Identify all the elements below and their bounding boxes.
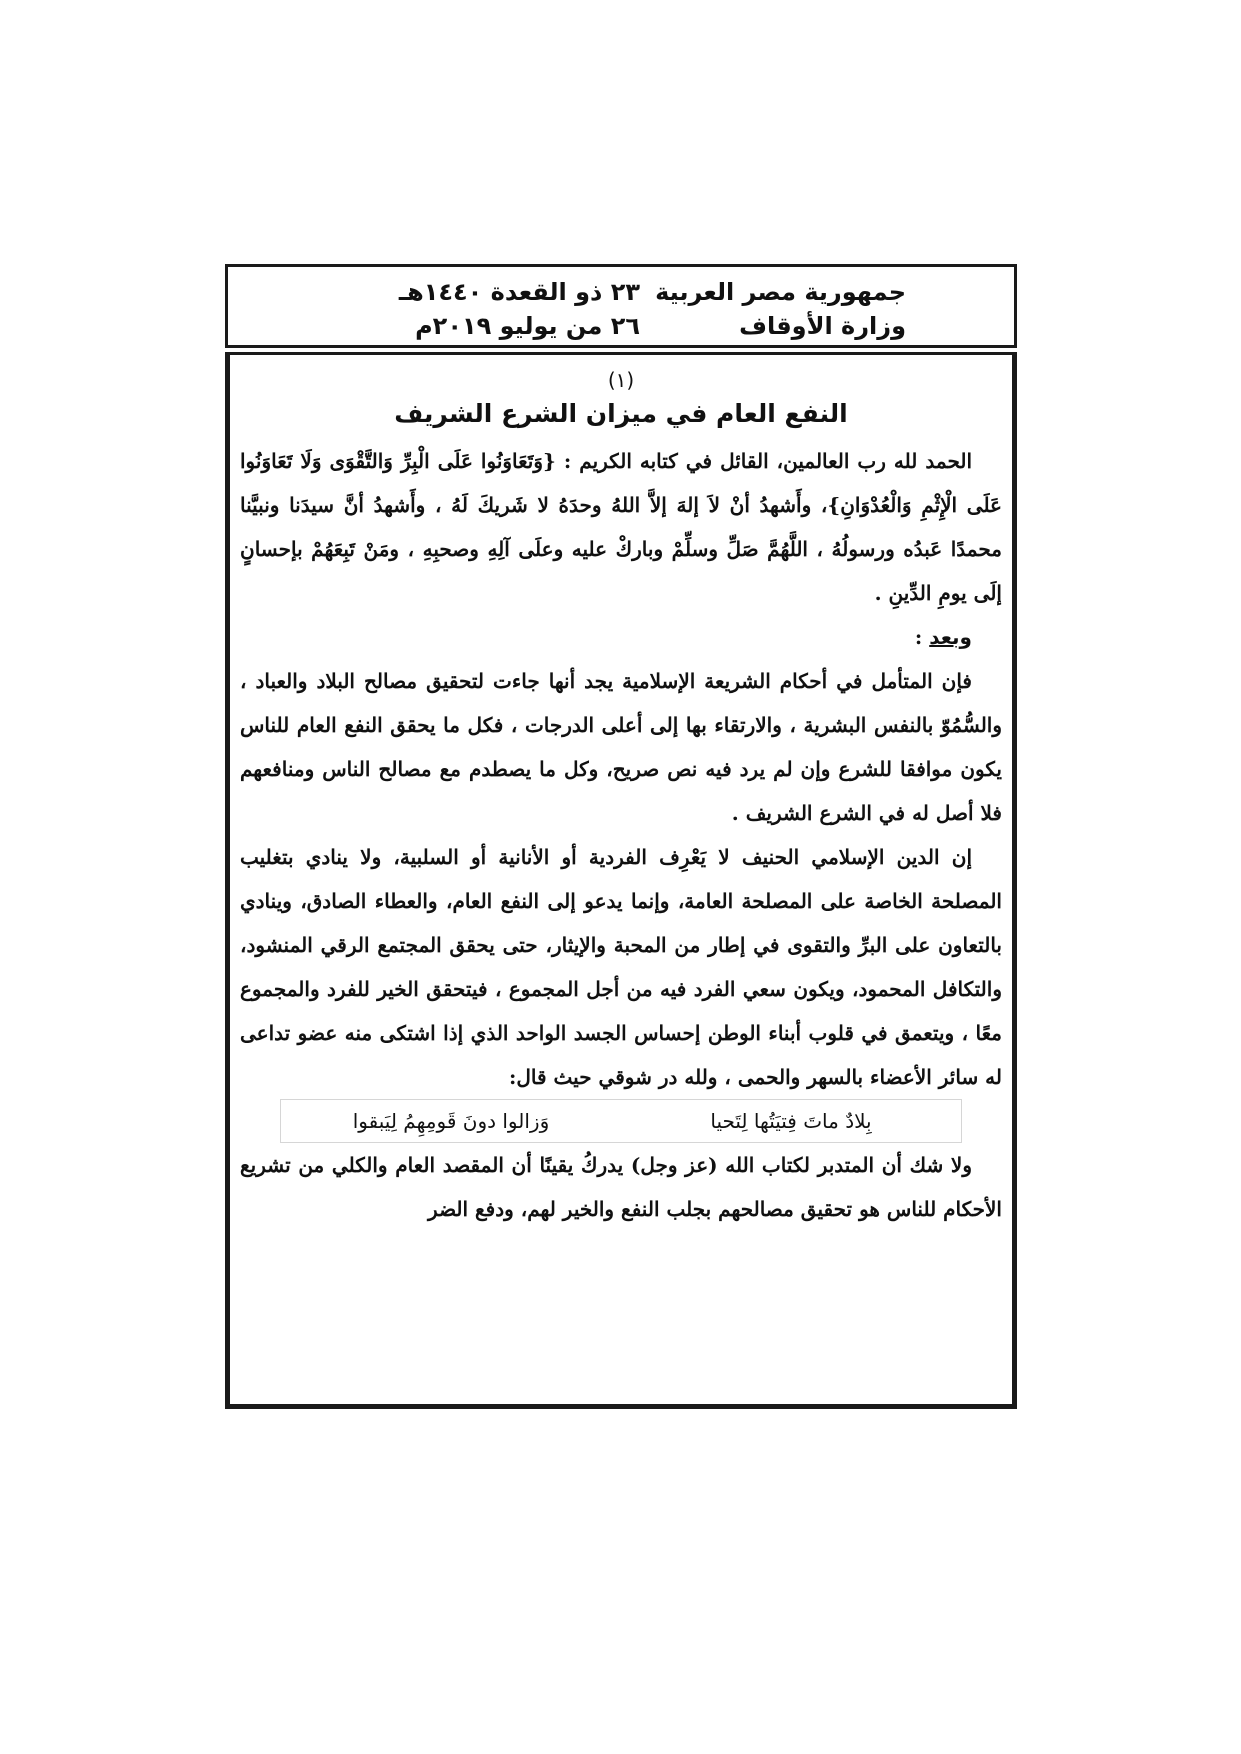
- ministry-name: وزارة الأوقاف: [739, 312, 906, 340]
- gregorian-date: ٢٦ من يوليو ٢٠١٩م: [415, 312, 640, 340]
- paragraph-quran-reflection: ولا شك أن المتدبر لكتاب الله (عز وجل) يدركُ يقينًا أن المقصد العام والكلي من تشريع الأحكام للناس هو تحقيق مصالحهم بجلب النفع والخير لهم، ودفع الضر: [240, 1153, 1002, 1221]
- hijri-date: ٢٣ ذو القعدة ١٤٤٠هـ: [398, 278, 640, 306]
- opening-paragraph: الحمد لله رب العالمين، القائل في كتابه الكريم : {وَتَعَاوَنُوا عَلَى الْبِرِّ وَالتَّقْوَى وَلَا تَعَاوَنُوا عَلَى الْإِثْمِ وَالْعُدْوَانِ}، وأَشهدُ أنْ لاَ إلهَ إلاَّ اللهُ وحدَهُ لا شَريكَ لَهُ ، وأَشهدُ أنَّ سيدَنا ونبيَّنا محمدًا عَبدُه ورسولُهُ ، اللَّهُمَّ صَلِّ وسلِّمْ وباركْ عليه وعلَى آلِهِ وصحبِهِ ، ومَنْ تَبِعَهُمْ بإحسانٍ إلَى يومِ الدِّينِ .: [240, 449, 1002, 605]
- verse-second-half: وَزالوا دونَ قَومِهِمُ لِيَبقوا: [352, 1109, 550, 1133]
- sermon-number: (١): [607, 368, 635, 392]
- paragraph-public-benefit: إن الدين الإسلامي الحنيف لا يَعْرِف الفردية أو الأنانية أو السلبية، ولا ينادي بتغليب المصلحة الخاصة على المصلحة العامة، وإنما يدعو إلى النفع العام، والعطاء الصادق، وينادي بالتعاون على البرِّ والتقوى في إطار من المحبة والإيثار، حتى يحقق المجتمع الرقي المنشود، والتكافل المحمود، ويكون سعي الفرد فيه من أجل المجموع ، فيتحقق الخير للفرد والمجموع معًا ، ويتعمق في قلوب أبناء الوطن إحساس الجسد الواحد الذي إذا اشتكى منه عضو تداعى له سائر الأعضاء بالسهر والحمى ، ولله در شوقي حيث قال:: [240, 845, 1002, 1089]
- heading-suffix: :: [914, 625, 930, 649]
- header-institution: [606, 275, 906, 343]
- country-name: جمهورية مصر العربية: [655, 278, 906, 306]
- sermon-content: [240, 365, 1002, 1231]
- paragraph-sharia-purposes: فإن المتأمل في أحكام الشريعة الإسلامية يجد أنها جاءت لتحقيق مصالح البلاد والعباد ، والسُّمُوّ بالنفس البشرية ، والارتقاء بها إلى أعلى الدرجات ، فكل ما يحقق النفع العام للناس يكون موافقا للشرع وإن لم يرد فيه نص صريح، وكل ما يصطدم مع مصالح الناس ومنافعهم فلا أصل له في الشرع الشريف .: [240, 669, 1002, 825]
- poetry-verse: [280, 1099, 962, 1143]
- header-dates: [340, 275, 640, 343]
- header-box: [225, 264, 1017, 348]
- sermon-title: النفع العام في ميزان الشرع الشريف: [394, 399, 848, 428]
- verse-first-half: بِلادٌ ماتَ فِتيَتُها لِتَحيا: [710, 1109, 872, 1133]
- section-heading: [240, 615, 1002, 659]
- heading-word: وبعد: [929, 625, 972, 649]
- sermon-box: [225, 352, 1017, 1409]
